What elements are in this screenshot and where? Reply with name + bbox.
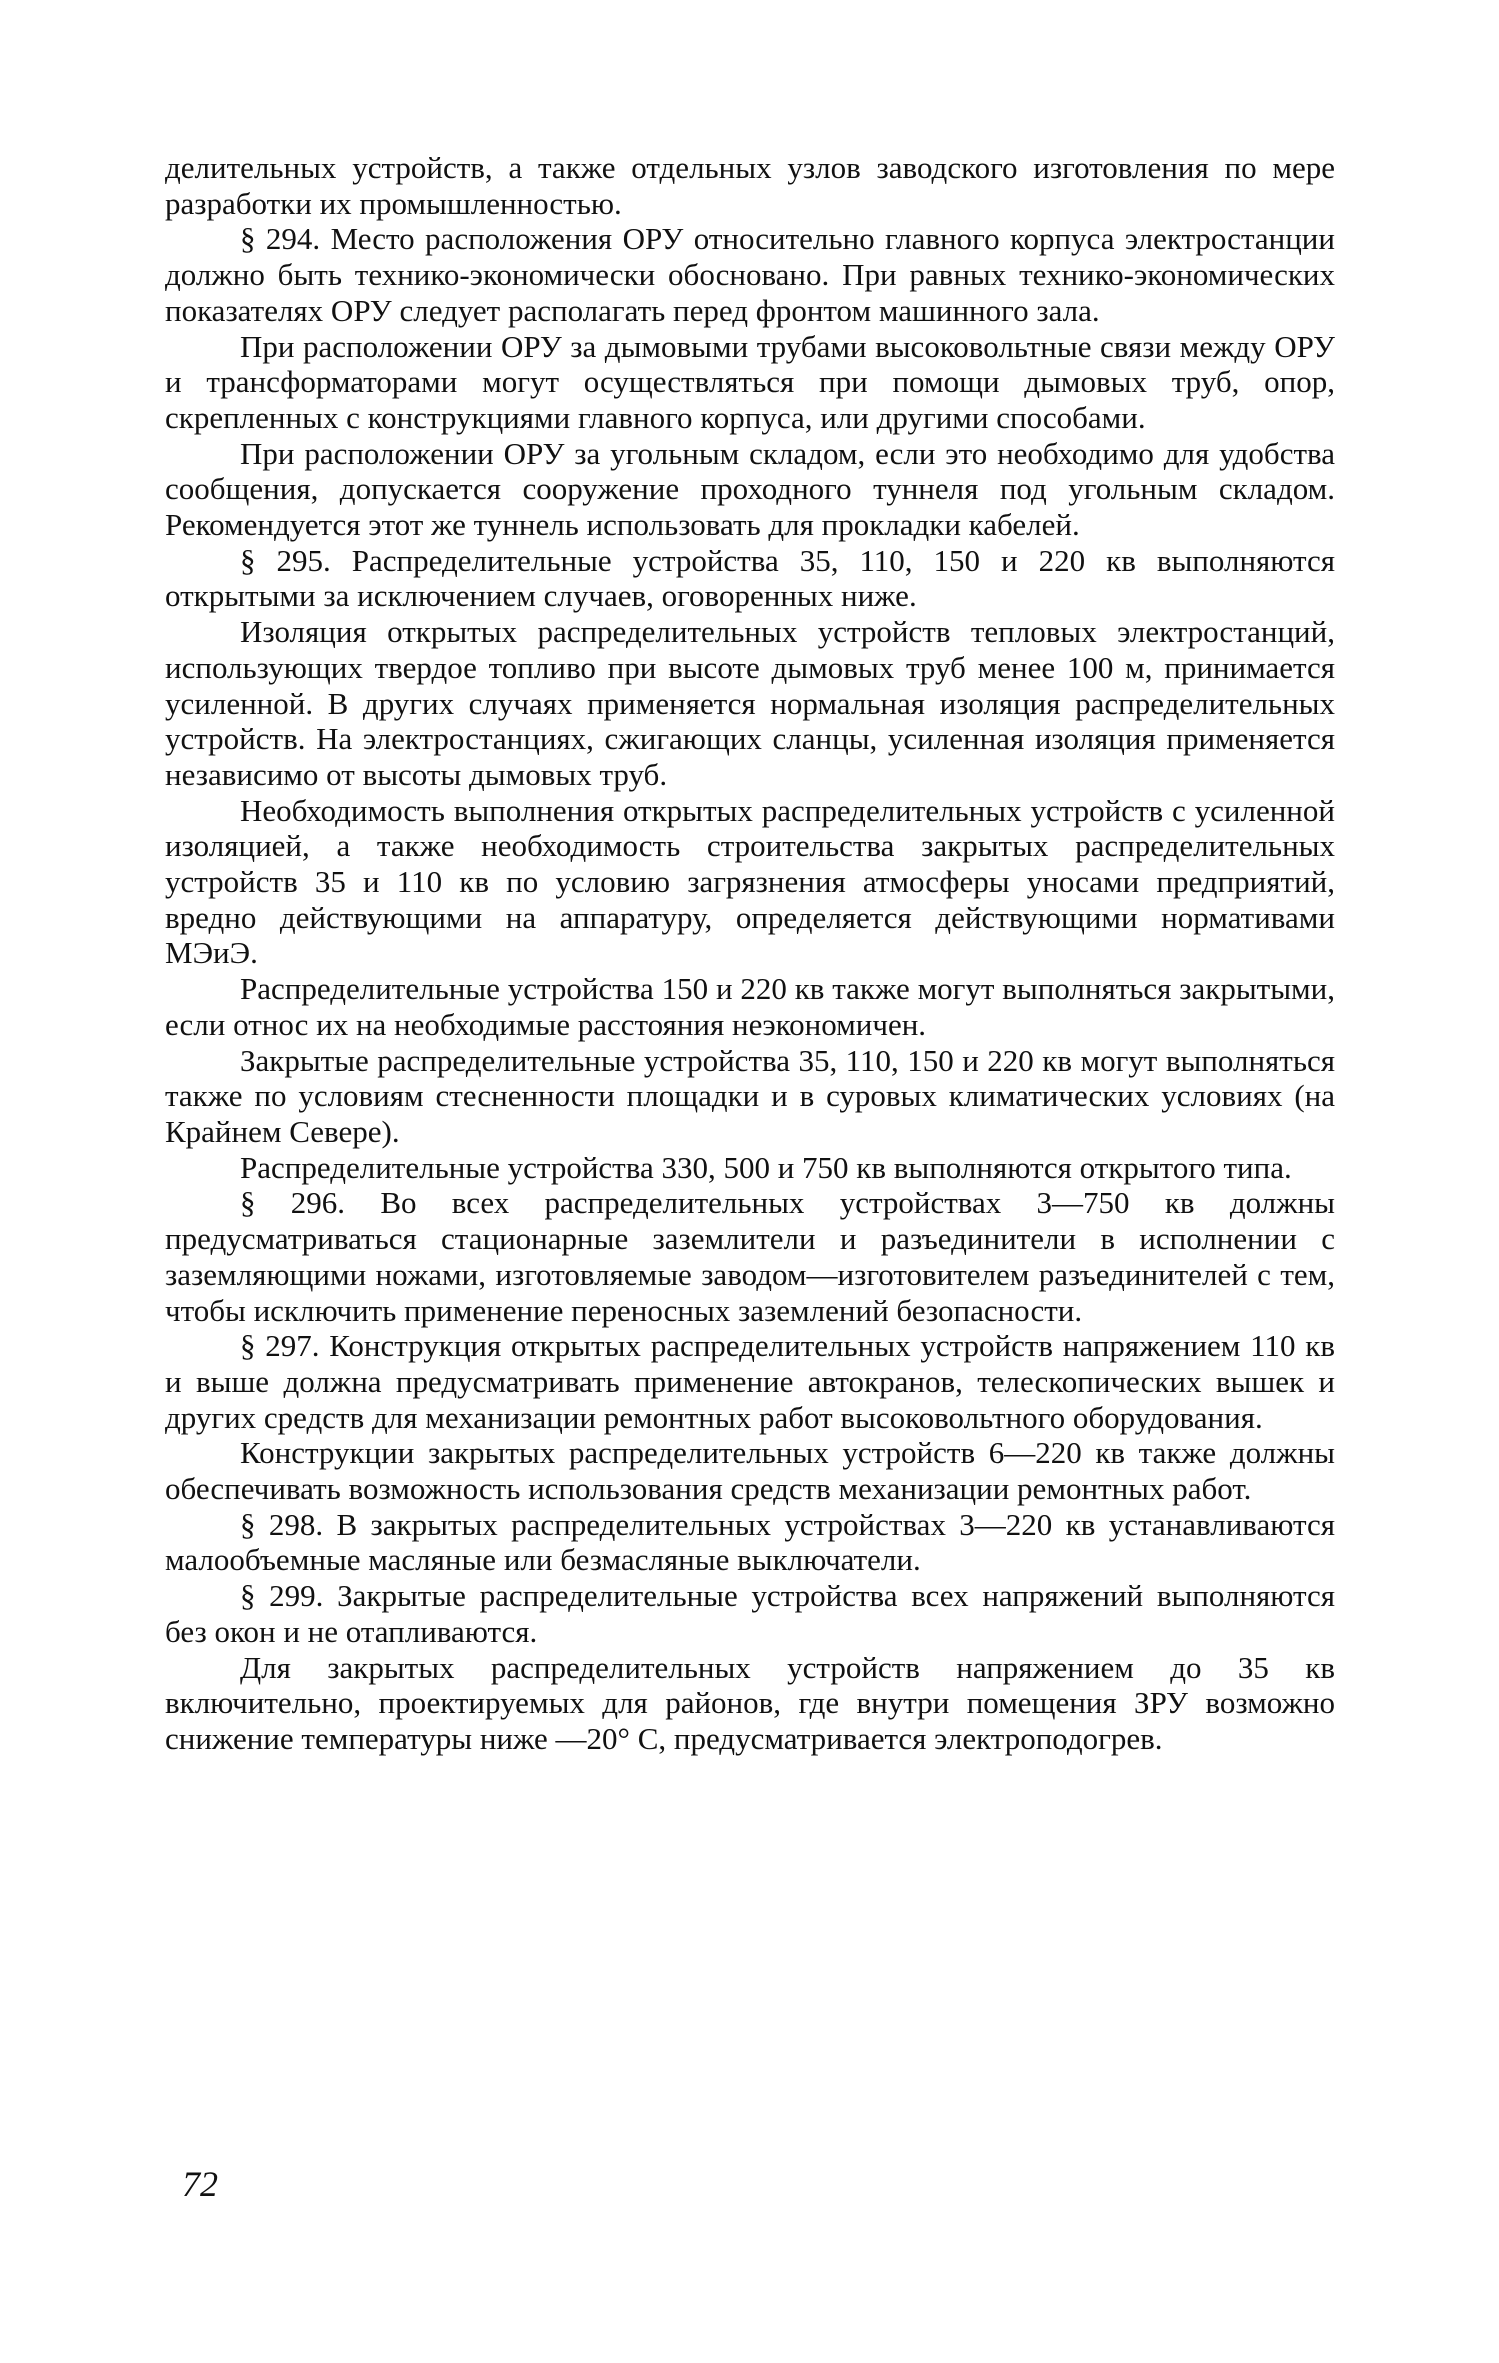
paragraph: При расположении ОРУ за угольным складом, если это необходимо для удобства сообщения, допускается сооружение проходного туннеля под угольным складом. Рекомендуется этот же туннель использовать для прокладки кабелей. (165, 435, 1335, 543)
paragraph: Изоляция открытых распределительных устройств тепловых электростанций, использующих твердое топливо при высоте дымовых труб менее 100 м, принимается усиленной. В других случаях применяется нормальная изоляция распределительных устройств. На электростанциях, сжигающих сланцы, усиленная изоляция применяется независимо от высоты дымовых труб. (165, 614, 1335, 792)
document-body (165, 150, 1335, 1757)
paragraph-section-299: § 299. Закрытые распределительные устройства всех напряжений выполняются без окон и не отапливаются. (165, 1578, 1335, 1649)
page-number: 72 (182, 2164, 218, 2204)
paragraph: Распределительные устройства 330, 500 и 750 кв выполняются открытого типа. (240, 1149, 1292, 1185)
paragraph-section-295: § 295. Распределительные устройства 35, 110, 150 и 220 кв выполняются открытыми за исключением случаев, оговоренных ниже. (165, 542, 1335, 614)
paragraph: Для закрытых распределительных устройств напряжением до 35 кв включительно, проектируемых для районов, где внутри помещения ЗРУ возможно снижение температуры ниже —20° С, предусматривается электроподогрев. (165, 1649, 1335, 1756)
paragraph-continuation: делительных устройств, а также отдельных узлов заводского изготовления по мере разработки их промышленностью. (165, 150, 1335, 221)
paragraph: Закрытые распределительные устройства 35, 110, 150 и 220 кв могут выполняться также по условиям стесненности площадки и в суровых климатических условиях (на Крайнем Севере). (165, 1042, 1335, 1149)
paragraph: Конструкции закрытых распределительных устройств 6—220 кв также должны обеспечивать возможность использования средств механизации ремонтных работ. (165, 1435, 1335, 1507)
paragraph: Необходимость выполнения открытых распределительных устройств с усиленной изоляцией, а также необходимость строительства закрытых распределительных устройств 35 и 110 кв по условию загрязнения атмосферы уносами предприятий, вредно действующими на аппаратуру, определяется действующими нормативами МЭиЭ. (165, 792, 1335, 971)
paragraph-section-297: § 297. Конструкция открытых распределительных устройств напряжением 110 кв и выше должна предусматривать применение автокранов, телескопических вышек и других средств для механизации ремонтных работ высоковольтного оборудования. (165, 1328, 1335, 1435)
paragraph: Распределительные устройства 150 и 220 кв также могут выполняться закрытыми, если относ их на необходимые расстояния неэкономичен. (165, 971, 1335, 1042)
paragraph-section-294: § 294. Место расположения ОРУ относительно главного корпуса электростанции должно быть технико-экономически обосновано. При равных технико-экономических показателях ОРУ следует располагать перед фронтом машинного зала. (165, 221, 1335, 328)
paragraph: При расположении ОРУ за дымовыми трубами высоковольтные связи между ОРУ и трансформаторами могут осуществляться при помощи дымовых труб, опор, скрепленных с конструкциями главного корпуса, или другими способами. (165, 328, 1335, 435)
paragraph-section-296: § 296. Во всех распределительных устройствах 3—750 кв должны предусматриваться стационарные заземлители и разъединители в исполнении с заземляющими ножами, изготовляемые заводом—изготовителем разъединителей с тем, чтобы исключить применение переносных заземлений безопасности. (165, 1185, 1335, 1328)
paragraph-section-298: § 298. В закрытых распределительных устройствах 3—220 кв устанавливаются малообъемные масляные или безмасляные выключатели. (165, 1506, 1335, 1578)
